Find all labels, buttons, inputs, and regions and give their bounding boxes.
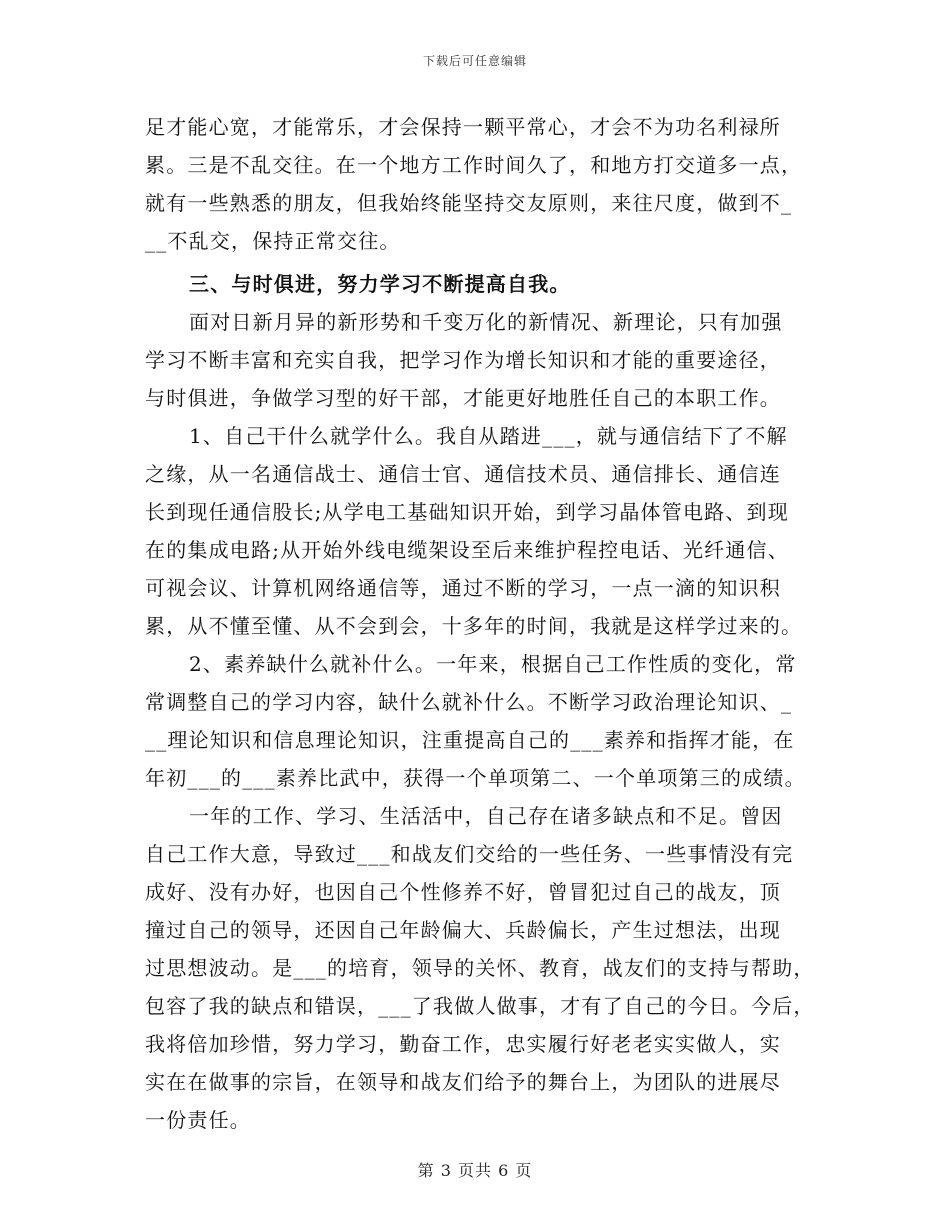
paragraph [145, 303, 815, 417]
text-line: 成好、没有办好，也因自己个性修养不好，曾冒犯过自己的战友，顶 [145, 880, 781, 904]
paragraph [145, 417, 815, 645]
paragraph [145, 797, 815, 1139]
text-line: 年初___的___素养比武中，获得一个单项第二、一个单项第三的成绩。 [145, 766, 806, 790]
section-heading: 三、与时俱进，努力学习不断提高自我。 [189, 272, 571, 296]
text-line: 累，从不懂至懂、从不会到会，十多年的时间，我就是这样学过来的。 [145, 614, 803, 638]
text-line: 自己工作大意，导致过___和战友们交给的一些任务、一些事情没有完 [145, 842, 794, 866]
text-line: 常调整自己的学习内容，缺什么就补什么。不断学习政治理论知识、_ [145, 690, 793, 714]
text-line: 一年的工作、学习、生活活中，自己存在诸多缺点和不足。曾因 [189, 804, 783, 828]
text-line: 在的集成电路;从开始外线电缆架设至后来维护程控电话、光纤通信、 [145, 538, 789, 562]
text-line: 学习不断丰富和充实自我，把学习作为增长知识和才能的重要途径， [145, 348, 781, 372]
paragraph [145, 108, 815, 260]
text-line: 之缘，从一名通信战士、通信士官、通信技术员、通信排长、通信连 [145, 462, 781, 486]
text-line: 可视会议、计算机网络通信等，通过不断的学习，一点一滴的知识积 [145, 576, 781, 600]
text-line: 我将倍加珍惜，努力学习，勤奋工作，忠实履行好老老实实做人，实 [145, 1032, 781, 1056]
document-body [145, 108, 815, 1139]
text-line: 实在在做事的宗旨，在领导和战友们给予的舞台上，为团队的进展尽 [145, 1070, 781, 1094]
text-line: 过思想波动。是___的培育，领导的关怀、教育，战友们的支持与帮助， [145, 956, 815, 980]
text-line: 累。三是不乱交往。在一个地方工作时间久了，和地方打交道多一点， [145, 153, 803, 177]
paragraph [145, 645, 815, 797]
text-line: 就有一些熟悉的朋友，但我始终能坚持交友原则，来往尺度，做到不_ [145, 191, 793, 215]
text-line: 撞过自己的领导，还因自己年龄偏大、兵龄偏长，产生过想法，出现 [145, 918, 781, 942]
text-line: 面对日新月异的新形势和千变万化的新情况、新理论，只有加强 [189, 310, 783, 334]
text-line: 一份责任。 [145, 1108, 251, 1132]
text-line: __理论知识和信息理论知识，注重提高自己的___素养和指挥才能，在 [145, 728, 795, 752]
text-line: 2、素养缺什么就补什么。一年来，根据自己工作性质的变化，常 [189, 652, 797, 676]
text-line: 长到现任通信股长;从学电工基础知识开始，到学习晶体管电路、到现 [145, 500, 789, 524]
text-line: 足才能心宽，才能常乐，才会保持一颗平常心，才会不为功名利禄所 [145, 115, 781, 139]
text-line: 包容了我的缺点和错误，___了我做人做事，才有了自己的今日。今后， [145, 994, 815, 1018]
text-line: 1、自己干什么就学什么。我自从踏进___，就与通信结下了不解 [189, 424, 788, 448]
text-line: 与时俱进，争做学习型的好干部，才能更好地胜任自己的本职工作。 [145, 386, 781, 410]
page-header-note: 下载后可任意编辑 [422, 54, 527, 68]
text-line: __不乱交，保持正常交往。 [145, 229, 401, 253]
page-number: 第 3 页共 6 页 [417, 1161, 533, 1180]
